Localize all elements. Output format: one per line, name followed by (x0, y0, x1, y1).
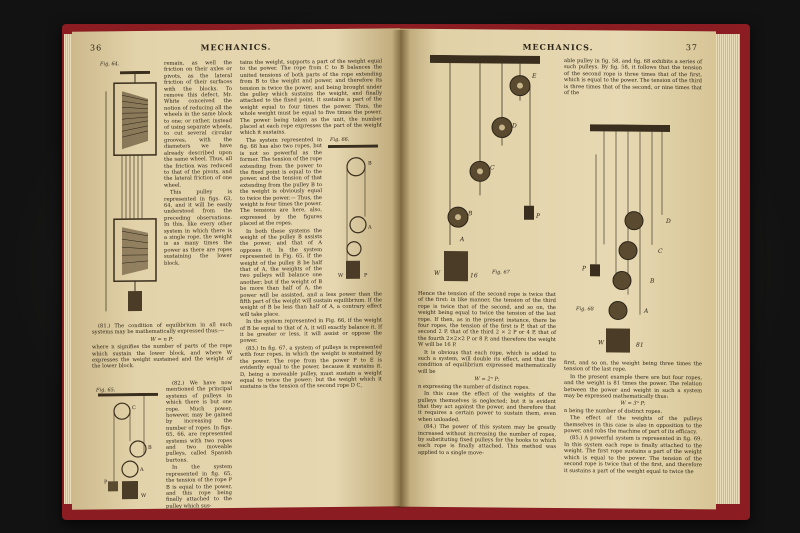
right-col1-text (418, 291, 556, 458)
paragraph: The effect of the weights of the pulleys themselves in this case is also in opposition to the power, and robs the machine of part of its efficacy. (564, 415, 702, 436)
paragraph: Hence the tension of the second rope is twice that of the first: in like manner, the tension of the third rope is twice that of the second, and so on, the weight being equal to twice the tension of the last rope. If then, as in the present instance, there be four ropes, the tension of the first is P, that of the second 2 P, that of the third 2 × 2 P or 4 P, that of the fourth 2×2×2 P or 8 P, and therefore the weight W will be 16 P. (418, 290, 556, 349)
fig-67-letter-e: E (532, 72, 537, 80)
paragraph: The system represented in fig. 66 has also two ropes, but is not so powerful as the former. The tension of the rope extending from the power to the fixed point is equal to the power, and the tension of that extending from the pulley B to the weight is obviously equal to twice the power.— Thus, the weight is four times the power. The tensions are here, also, expressed by the figures placed at the ropes. (240, 136, 322, 228)
fig-65-letter-p: P (104, 479, 108, 486)
fig-65-label: Fig. 65. (96, 387, 116, 394)
fig-65-letter-a: A (140, 466, 144, 474)
fig-68-letter-p: P (582, 265, 587, 273)
paragraph: n expressing the number of distinct ropes. (418, 383, 530, 391)
fig-66-label: Fig. 66. (330, 136, 350, 143)
left-page-number: 36 (90, 43, 103, 53)
fig-68-label: Fig. 68 (576, 306, 594, 313)
fig-67-weight-value: 16 (470, 272, 478, 280)
right-col2-bottom-text (564, 360, 702, 476)
paragraph-85: (85.) A powerful system is represented in fig. 69. In this system each rope is finally attached to the weight. The first rope sustains a part of the weight which is equal to the power. The tension of the second rope is twice that of the first, and therefore it sustains a part of the weight equal to twice the (564, 435, 702, 475)
left-col2-text (240, 58, 382, 499)
left-col1-top-text (164, 60, 232, 268)
fig-67-letter-p: P (536, 212, 541, 220)
fig-68-letter-d: D (666, 217, 671, 225)
fig-67-label: Fig. 67 (492, 269, 510, 276)
paragraph: In the system represented in Fig. 66, if the weight of B be equal to that of A, it will exactly balance it. If it be greater or less, it will assist or oppose the power. (240, 317, 382, 345)
right-page (400, 29, 716, 510)
page-edges-right (714, 34, 740, 504)
left-col1-mid-text (92, 322, 232, 371)
fig-65-spanish-burton (94, 393, 164, 506)
fig-68-weight-value: 81 (636, 341, 644, 349)
book-gutter (392, 30, 410, 508)
paragraph: able pulley in fig. 58, and fig. 68 exhibits a series of such pulleys. By fig. 58, it follows that the tension of the second rope is three times that of the first, which is equal to the power. The tension of the third is three times that of the second, or nine times that of the (564, 58, 702, 97)
fig-68-letter-b: B (650, 277, 655, 285)
fig-68-letter-a: A (644, 307, 649, 315)
paragraph: In both these systems the weight of the pulley B assists the power, and that of A opposes it. In the system represented in Fig. 65, if the weight of the pulley B be half that of A, the weights of the two pulleys will balance one another; but if the weight of B be more than half of A, the power will be assisted, and a less power than the fifth part of the weight will sustain equilibrium. If the weight of B be less than half of A, a contrary effect will take place. (240, 227, 382, 318)
right-page-header (418, 41, 698, 55)
paragraph: first, and so on, the weight being three times the tension of the last rope. (564, 360, 702, 374)
fig-65-letter-c: C (132, 405, 136, 412)
fig-67-letter-b: B (468, 210, 473, 218)
right-page-number: 37 (685, 43, 698, 53)
fig-66-float (322, 136, 382, 287)
paragraph: This pulley is represented in figs. 63, 64, and it will be easily understood from the preceding observations. In this, like every other system in which there is a single rope, the weight is as many times the power as there are ropes sustaining the lower block. (164, 189, 232, 267)
fig-67-letter-a: A (460, 236, 465, 244)
paragraph-82: (82.) We have now mentioned the principal systems of pulleys in which there is but one rope. Much power, however, may be gained by increasing the number of ropes. In figs. 65, 66, are represented systems with two ropes and two moveable pulleys, called Spanish burtons. (166, 380, 232, 464)
paragraph: In the present example there are but four ropes, and the weight is 81 times the power. The relation between the power and weight in such a system may be expressed mathematically thus: (564, 373, 702, 400)
fig-68-pulley-system (576, 124, 686, 357)
fig-67-letter-c: C (490, 164, 495, 172)
fig-68-letter-w: W (598, 339, 605, 347)
paragraph: tains the weight, supports a part of the weight equal to the power. The rope from C to B balances the united tensions of both parts of the rope extending from B to the weight and power, and therefore its tension is twice the power, and being brought under the pulley which sustains the weight, and finally attached to the fixed point, it sustains a part of the weight equal to four times the power. Thus, the whole weight must be equal to five times the power. The power being taken as the unit, the number placed at each rope expresses the part of the weight which it sustains. (240, 58, 382, 137)
fig-68-letter-c: C (658, 247, 663, 255)
paragraph-84: (84.) The power of this system may be greatly increased without increasing the number of ropes, by substituting fixed pulleys for the hooks to which each rope is finally attached. This method was applied to a single move- (418, 423, 556, 457)
fig-66-letter-w: W (338, 272, 344, 279)
left-page-header (90, 40, 382, 55)
fig-64-differential-pulley (92, 71, 162, 322)
fig-66-pulley-system (324, 144, 382, 285)
fig-66-letter-a: A (368, 224, 372, 231)
left-col1-bottom-text (166, 380, 232, 510)
left-page (72, 28, 400, 509)
formula-w-2n-p: W = 2ⁿ P; (474, 376, 500, 383)
fig-67-letter-w: W (434, 269, 441, 277)
paragraph: In the system represented in fig. 65, the tension of the rope P B is equal to the power, and this rope being finally attached to the pulley which sus- (166, 464, 232, 510)
fig-67-letter-d: D (512, 122, 517, 130)
fig-66-letter-p: P (364, 272, 368, 279)
right-running-title: MECHANICS. (522, 41, 594, 53)
fig-67-pulley-system (420, 55, 550, 288)
paragraph: In this case the effect of the weights of the pulleys themselves is neglected; but it is evident that they act against the power, and therefore that it requires a certain power to sustain them, even when unloaded. (418, 390, 556, 423)
fig-64-label: Fig. 64. (100, 61, 120, 68)
paragraph-83: (83.) In fig. 67, a system of pulleys is represented with four ropes, in which the weight is sustained by the power. The rope from the power P to E is evidently equal to the power, because it sustains it. D, being a moveable pulley, must sustain a weight equal to twice the power; but the weight which it sustains is the tension of the second rope D C, (240, 344, 382, 391)
paragraph: n being the number of distinct ropes. (564, 407, 662, 415)
formula-w-np: W = n P; (150, 336, 174, 343)
fig-65-letter-b: B (148, 444, 152, 451)
right-col2-top-text (564, 58, 702, 99)
paragraph: remain, as well the friction on their axles or pivots, as the lateral friction of their surfaces with the blocks. To remove this defect, Mr. White conceived the notion of reducing all the wheels in the same block to one; or rather, instead of using separate wheels, to cut several circular grooves, with the diameters we have already described upon the same wheel. Thus, all the friction was reduced to that of the pivots, and the lateral friction of one wheel. (164, 60, 232, 189)
formula-w-3n-p: W = 3ⁿ P; (620, 400, 646, 408)
paragraph: It is obvious that each rope, which is added to such a system, will double its effect, and that the condition of equilibrium expressed mathematically will be (418, 349, 556, 375)
fig-65-letter-w: W (141, 492, 147, 499)
paragraph-81: (81.) The condition of equilibrium in all such systems may be mathematically expressed thus:— (92, 322, 232, 336)
fig-66-letter-b: B (368, 160, 372, 167)
left-running-title: MECHANICS. (200, 41, 272, 53)
paragraph: where n signifies the number of parts of the rope which sustain the lower block, and where W expresses the weight sustained and the weight of the lower block. (92, 343, 232, 370)
